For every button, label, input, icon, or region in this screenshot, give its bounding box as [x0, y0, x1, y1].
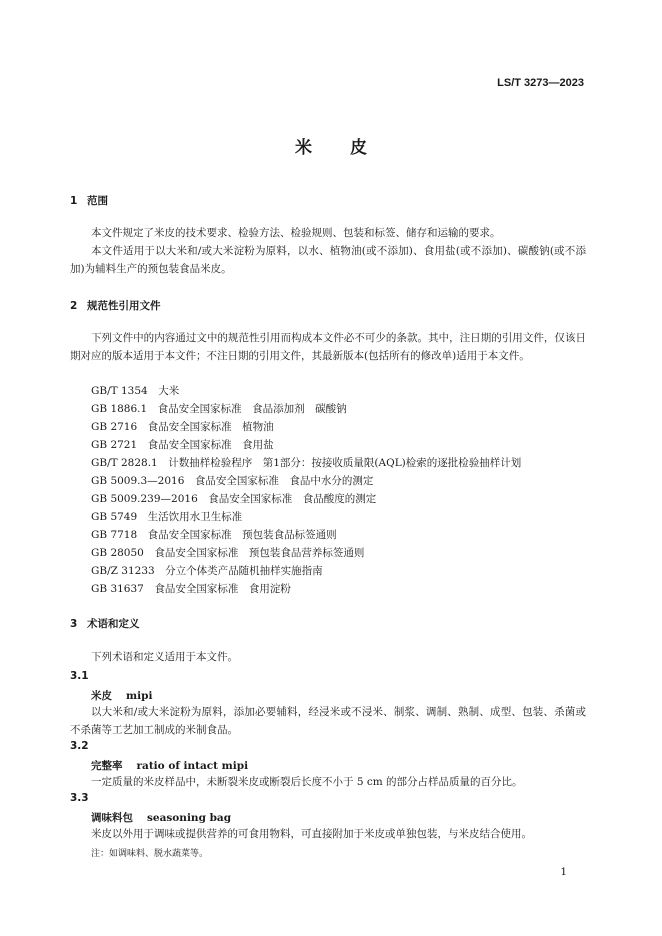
reference-item: GB 2721 食品安全国家标准 食用盐 — [91, 439, 274, 451]
references-intro: 下列文件中的内容通过文中的规范性引用而构成本文件必不可少的条款。其中，注日期的引用文件，仅该日期对应的版本适用于本文件；不注日期的引用文件，其最新版本(包括所有的修改单)适用于本文件。 — [70, 332, 586, 362]
term-heading — [91, 758, 248, 773]
term-en: seasoning bag — [147, 812, 232, 824]
terms-intro: 下列术语和定义适用于本文件。 — [91, 651, 238, 663]
term-en: mipi — [126, 690, 153, 702]
term-definition: 一定质量的米皮样品中，未断裂米皮或断裂后长度不小于 5 cm 的部分占样品质量的百分比。 — [91, 776, 523, 788]
scope-paragraph-2: 本文件适用于以大米和/或大米淀粉为原料，以水、植物油(或不添加)、食用盐(或不添加)、碳酸钠(或不添加)为辅料生产的预包装食品米皮。 — [70, 245, 586, 275]
clause-number: 3.3 — [70, 792, 89, 804]
section-number: 2 — [70, 300, 78, 312]
section-title: 规范性引用文件 — [87, 300, 161, 312]
section-2-heading — [70, 298, 161, 313]
reference-item: GB 5009.3—2016 食品安全国家标准 食品中水分的测定 — [91, 475, 374, 487]
term-note: 注：如调味料、脱水蔬菜等。 — [91, 849, 209, 859]
reference-item: GB/Z 31233 分立个体类产品随机抽样实施指南 — [91, 565, 323, 577]
section-3-heading — [70, 616, 140, 631]
term-definition: 米皮以外用于调味或提供营养的可食用物料，可直接附加于米皮或单独包装，与米皮结合使用。 — [91, 828, 532, 840]
page-title: 米皮 — [295, 138, 405, 158]
term-zh: 调味料包 — [91, 812, 133, 824]
page-number: 1 — [560, 866, 567, 878]
reference-item: GB 5009.239—2016 食品安全国家标准 食品酸度的测定 — [91, 493, 377, 505]
section-title: 术语和定义 — [87, 618, 140, 630]
term-zh: 米皮 — [91, 690, 112, 702]
reference-item: GB 5749 生活饮用水卫生标准 — [91, 511, 243, 523]
reference-item: GB 7718 食品安全国家标准 预包装食品标签通则 — [91, 529, 337, 541]
standard-number: LS/T 3273—2023 — [497, 77, 584, 89]
reference-item: GB 28050 食品安全国家标准 预包装食品营养标签通则 — [91, 547, 365, 559]
scope-paragraph-1: 本文件规定了米皮的技术要求、检验方法、检验规则、包装和标签、储存和运输的要求。 — [91, 227, 501, 239]
reference-item: GB 31637 食品安全国家标准 食用淀粉 — [91, 583, 291, 595]
reference-item: GB/T 1354 大米 — [91, 385, 180, 397]
section-number: 1 — [70, 195, 78, 207]
term-heading — [91, 688, 152, 703]
clause-number: 3.1 — [70, 670, 89, 682]
section-number: 3 — [70, 618, 78, 630]
reference-item: GB 1886.1 食品安全国家标准 食品添加剂 碳酸钠 — [91, 403, 347, 415]
reference-item: GB/T 2828.1 计数抽样检验程序 第1部分：按接收质量限(AQL)检索的逐批检验抽样计划 — [91, 457, 522, 469]
section-1-heading — [70, 193, 108, 208]
clause-number: 3.2 — [70, 740, 89, 752]
term-heading — [91, 810, 231, 825]
reference-item: GB 2716 食品安全国家标准 植物油 — [91, 421, 274, 433]
term-zh: 完整率 — [91, 760, 123, 772]
term-definition: 以大米和/或大米淀粉为原料，添加必要辅料，经浸米或不浸米、制浆、调制、熟制、成型、包装、杀菌或不杀菌等工艺加工制成的米制食品。 — [70, 706, 586, 736]
term-en: ratio of intact mipi — [136, 760, 249, 772]
section-title: 范围 — [87, 195, 108, 207]
